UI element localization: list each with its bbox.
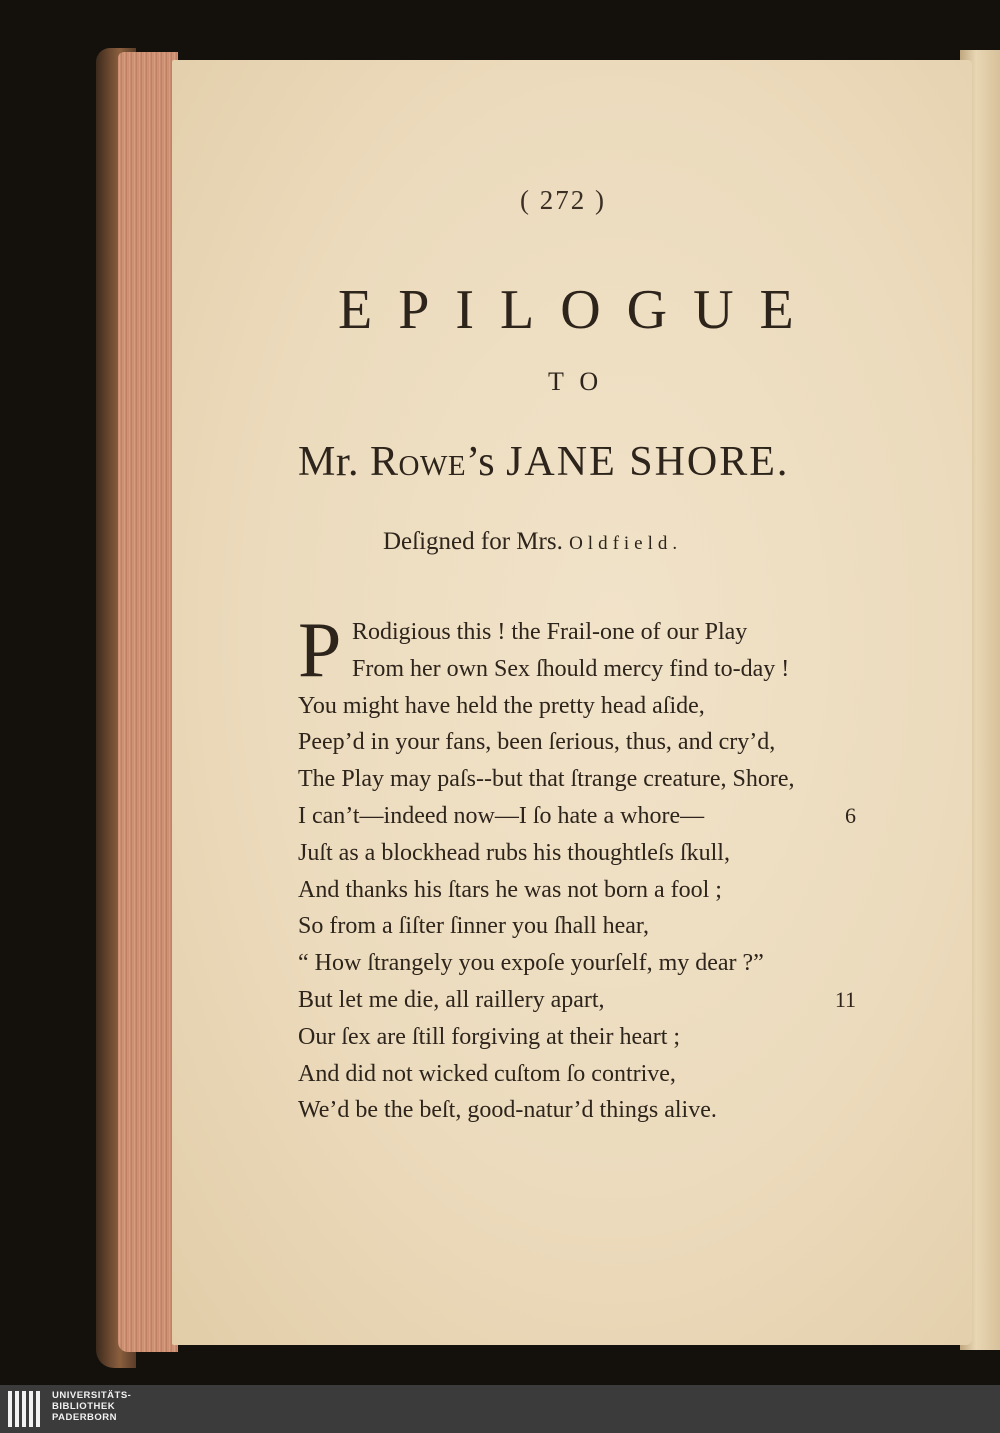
poem-line-text: Peep’d in your fans, been ſerious, thus, and cry’d, <box>298 729 776 756</box>
poem-body <box>298 606 868 1129</box>
poem-line <box>298 835 868 872</box>
poem-line <box>298 798 868 835</box>
dedication <box>383 528 682 556</box>
poem-line <box>298 1092 868 1129</box>
poem-line <box>298 688 868 725</box>
logo-line: UNIVERSITÄTS- <box>52 1390 132 1401</box>
poem-line-text: So from a ſiſter ſinner you ſhall hear, <box>298 913 649 940</box>
library-footer <box>0 1385 1000 1433</box>
poem-line <box>298 1019 868 1056</box>
poem-line <box>298 945 868 982</box>
poem-line-text: Juſt as a blockhead rubs his thoughtleſs ſkull, <box>298 839 730 866</box>
dedication-prefix: Deſigned for Mrs. <box>383 528 563 555</box>
poem-line <box>298 1056 868 1093</box>
poem-line-text: The Play may paſs--but that ſtrange creature, Shore, <box>298 766 795 793</box>
play-author: Rowe <box>370 439 467 485</box>
library-logo-icon <box>8 1391 44 1427</box>
poem-line-text: We’d be the beſt, good-natur’d things alive. <box>298 1097 717 1124</box>
page-number: ( 272 ) <box>520 185 606 215</box>
title-to: TO <box>548 367 615 396</box>
play-heading <box>298 438 789 486</box>
poem-line <box>298 724 868 761</box>
poem-line-text: And did not wicked cuſtom ſo contrive, <box>298 1060 676 1087</box>
line-number: 6 <box>845 802 856 828</box>
page-title: EPILOGUE <box>338 279 820 341</box>
poem-line-text: From her own Sex ſhould mercy find to-day ! <box>352 655 790 682</box>
poem-line <box>298 761 868 798</box>
page-edges <box>118 52 178 1352</box>
poem-line <box>298 982 868 1019</box>
poem-line <box>298 651 868 688</box>
poem-line <box>298 908 868 945</box>
play-possessive: ’s <box>466 439 496 485</box>
play-title: JANE SHORE. <box>506 439 790 485</box>
poem-line-text: I can’t—indeed now—I ſo hate a whore— <box>298 802 705 829</box>
logo-line: BIBLIOTHEK <box>52 1401 116 1412</box>
logo-line: PADERBORN <box>52 1412 118 1423</box>
dedication-name: Oldfield. <box>569 533 683 554</box>
poem-line-text: Our ſex are ſtill forgiving at their heart ; <box>298 1023 681 1050</box>
poem-line <box>298 872 868 909</box>
library-logo-text <box>52 1390 131 1423</box>
drop-cap: P <box>298 606 342 693</box>
poem-line-text: Rodigious this ! the Frail-one of our Play <box>352 619 748 645</box>
play-prefix: Mr. <box>298 439 360 485</box>
poem-line-text: But let me die, all raillery apart, <box>298 986 605 1013</box>
poem-line-text: And thanks his ſtars he was not born a fool ; <box>298 876 722 903</box>
poem-line-text: You might have held the pretty head aſide, <box>298 692 705 719</box>
poem-line-text: “ How ſtrangely you expoſe yourſelf, my dear ?” <box>298 950 764 977</box>
line-number: 11 <box>834 986 856 1012</box>
